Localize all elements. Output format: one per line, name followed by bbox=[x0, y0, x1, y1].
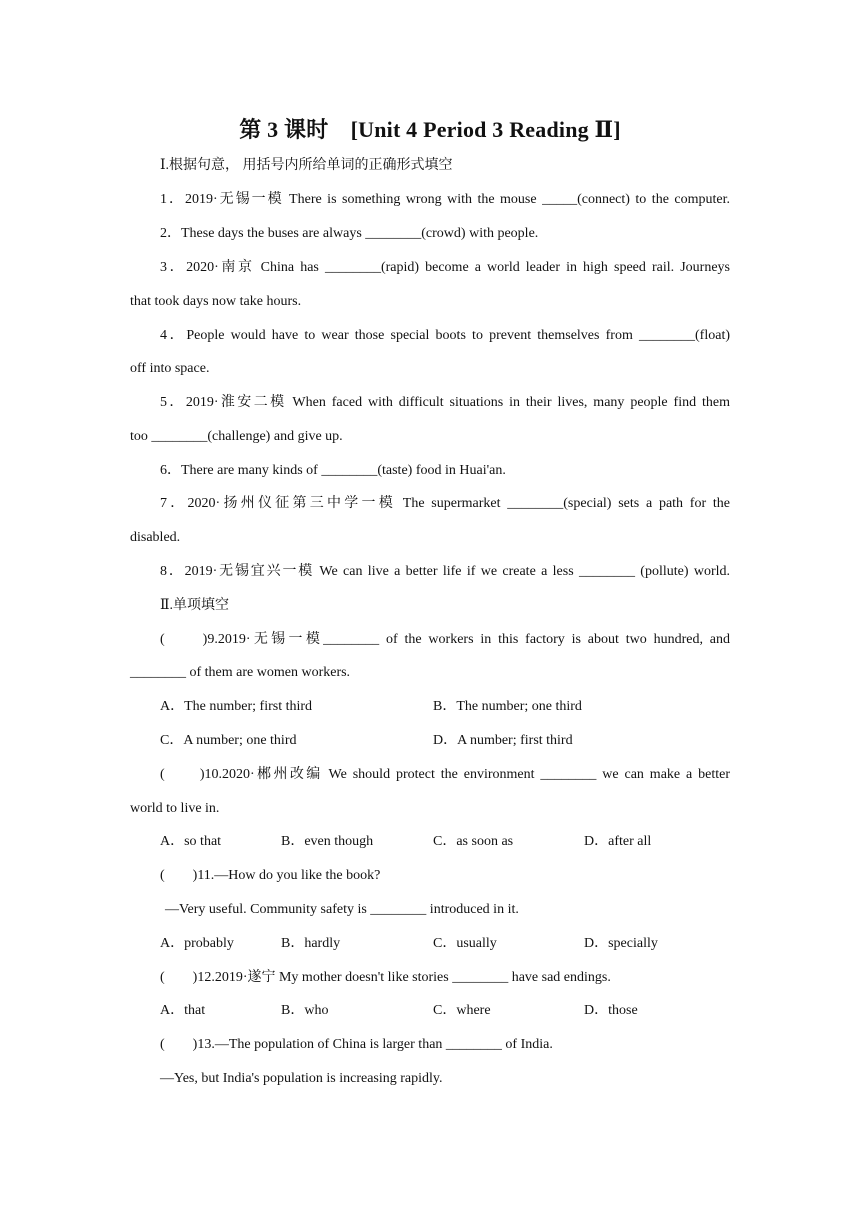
question-9-option-b: B．The number; one third bbox=[433, 699, 582, 714]
question-11-option-a: A．probably bbox=[160, 936, 234, 951]
question-4-line-2: off into space. bbox=[130, 361, 210, 376]
question-9-option-a: A．The number; first third bbox=[160, 699, 313, 714]
question-8: 8．2019·无锡宜兴一模 We can live a better life if we create a less ________ (pollute) world. bbox=[160, 564, 730, 579]
question-9-option-d: D．A number; first third bbox=[433, 733, 573, 748]
question-9-line-2: ________ of them are women workers. bbox=[130, 665, 351, 680]
page-title: 第 3 课时 [Unit 4 Period 3 Reading Ⅱ] bbox=[239, 117, 621, 142]
question-13-line-2: —Yes, but India's population is increasing rapidly. bbox=[160, 1071, 443, 1086]
question-2: 2．These days the buses are always ________(crowd) with people. bbox=[160, 226, 539, 241]
question-7-line-2: disabled. bbox=[130, 530, 181, 545]
question-10-line-1: ( )10.2020·郴州改编 We should protect the environment ________ we can make a better bbox=[160, 767, 730, 782]
question-10-option-a: A．so that bbox=[160, 834, 222, 849]
question-12-option-d: D．those bbox=[584, 1003, 638, 1018]
question-7-line-1: 7．2020·扬州仪征第三中学一模 The supermarket ________(special) sets a path for the bbox=[160, 496, 730, 511]
question-9-option-c: C．A number; one third bbox=[160, 733, 297, 748]
question-6: 6．There are many kinds of ________(taste) food in Huai'an. bbox=[160, 463, 506, 478]
question-12-option-b: B．who bbox=[281, 1003, 329, 1018]
question-12-option-c: C．where bbox=[433, 1003, 491, 1018]
question-11-line-1: ( )11.—How do you like the book? bbox=[160, 868, 381, 883]
question-5-line-2: too ________(challenge) and give up. bbox=[130, 429, 343, 444]
section-1-heading: Ⅰ.根据句意， 用括号内所给单词的正确形式填空 bbox=[160, 158, 453, 173]
question-11-option-c: C．usually bbox=[433, 936, 497, 951]
question-5-line-1: 5．2019·淮安二模 When faced with difficult situations in their lives, many people find them bbox=[160, 395, 730, 410]
question-11-line-2: —Very useful. Community safety is ________ introduced in it. bbox=[165, 902, 519, 917]
question-11-option-b: B．hardly bbox=[281, 936, 341, 951]
question-11-option-d: D．specially bbox=[584, 936, 658, 951]
question-10-option-c: C．as soon as bbox=[433, 834, 514, 849]
question-13-line-1: ( )13.—The population of China is larger than ________ of India. bbox=[160, 1037, 553, 1052]
question-4-line-1: 4．People would have to wear those special boots to prevent themselves from ________(float) bbox=[160, 328, 730, 343]
question-9-line-1: ( )9.2019·无锡一模________ of the workers in this factory is about two hundred, and bbox=[160, 632, 730, 647]
question-3-line-2: that took days now take hours. bbox=[130, 294, 302, 309]
question-10-line-2: world to live in. bbox=[130, 801, 220, 816]
section-2-heading: Ⅱ.单项填空 bbox=[160, 598, 230, 613]
question-10-option-b: B．even though bbox=[281, 834, 374, 849]
question-12-option-a: A．that bbox=[160, 1003, 206, 1018]
question-12: ( )12.2019·遂宁 My mother doesn't like stories ________ have sad endings. bbox=[160, 970, 611, 985]
question-1: 1．2019·无锡一模 There is something wrong with the mouse _____(connect) to the computer. bbox=[160, 192, 730, 207]
question-3-line-1: 3．2020·南京 China has ________(rapid) become a world leader in high speed rail. Journeys bbox=[160, 260, 730, 275]
question-10-option-d: D．after all bbox=[584, 834, 652, 849]
